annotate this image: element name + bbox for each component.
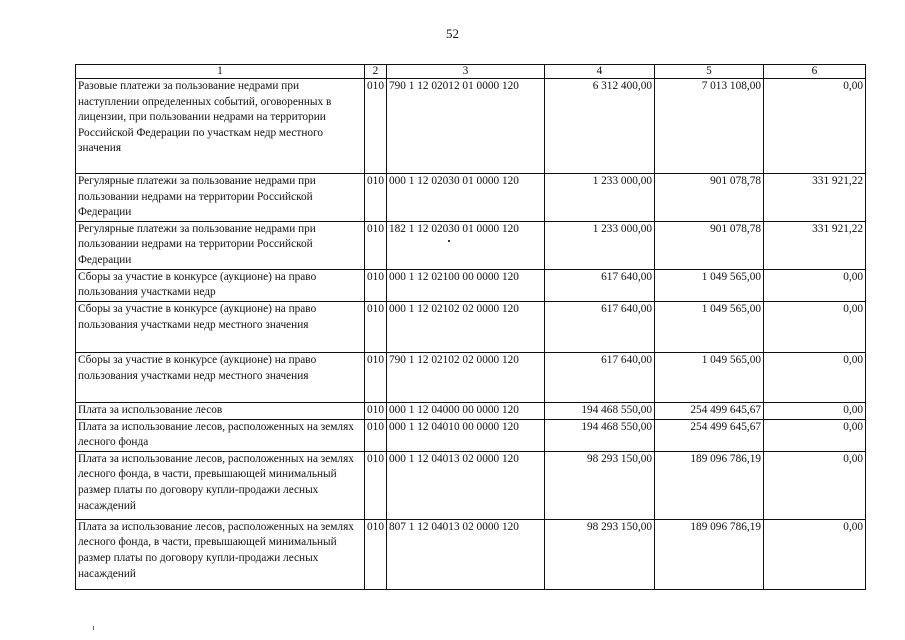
row-name: Регулярные платежи за пользование недрами при пользовании недрами на территории Российской Федерации — [76, 174, 365, 222]
row-admin-code: 010 — [365, 352, 387, 402]
row-col6-value: 0,00 — [764, 79, 866, 174]
row-col5-value: 7 013 108,00 — [655, 79, 764, 174]
row-budget-code: 790 1 12 02012 01 0000 120 — [387, 79, 545, 174]
table-row — [76, 451, 866, 519]
row-budget-code: 000 1 12 02030 01 0000 120 — [387, 174, 545, 222]
row-name: Плата за использование лесов, расположенных на землях лесного фонда — [76, 419, 365, 451]
row-budget-code: 790 1 12 02102 02 0000 120 — [387, 352, 545, 402]
row-col6-value: 0,00 — [764, 402, 866, 419]
row-name: Разовые платежи за пользование недрами при наступлении определенных событий, оговоренных в лицензии, при пользовании недрами на территории Российской Федерации по участкам недр местного значения — [76, 79, 365, 174]
row-col5-value: 1 049 565,00 — [655, 301, 764, 352]
row-col4-value: 1 233 000,00 — [545, 174, 655, 222]
row-budget-code: 000 1 12 04013 02 0000 120 — [387, 451, 545, 519]
row-col4-value: 6 312 400,00 — [545, 79, 655, 174]
row-col6-value: 331 921,22 — [764, 221, 866, 269]
table-row — [76, 352, 866, 402]
row-name: Сборы за участие в конкурсе (аукционе) на право пользования участками недр — [76, 269, 365, 301]
table-row — [76, 269, 866, 301]
revenue-table — [75, 64, 866, 590]
row-col6-value: 0,00 — [764, 519, 866, 589]
row-name: Плата за использование лесов — [76, 402, 365, 419]
row-col6-value: 331 921,22 — [764, 174, 866, 222]
header-col-3: 3 — [387, 65, 545, 79]
row-col6-value: 0,00 — [764, 269, 866, 301]
row-col5-value: 901 078,78 — [655, 174, 764, 222]
row-col6-value: 0,00 — [764, 352, 866, 402]
header-col-6: 6 — [764, 65, 866, 79]
row-col5-value: 254 499 645,67 — [655, 402, 764, 419]
row-name: Сборы за участие в конкурсе (аукционе) на право пользования участками недр местного значения — [76, 301, 365, 352]
row-admin-code: 010 — [365, 79, 387, 174]
page-number: 52 — [446, 26, 459, 41]
row-name: Плата за использование лесов, расположенных на землях лесного фонда, в части, превышающей минимальный размер платы по договору купли-продажи лесных насаждений — [76, 519, 365, 589]
row-col4-value: 98 293 150,00 — [545, 451, 655, 519]
table-row — [76, 419, 866, 451]
row-admin-code: 010 — [365, 451, 387, 519]
scan-dot — [448, 240, 450, 242]
table-header-row — [76, 65, 866, 79]
row-col5-value: 254 499 645,67 — [655, 419, 764, 451]
row-col4-value: 194 468 550,00 — [545, 419, 655, 451]
row-col5-value: 901 078,78 — [655, 221, 764, 269]
row-budget-code: 182 1 12 02030 01 0000 120 — [387, 221, 545, 269]
row-budget-code: 000 1 12 02100 00 0000 120 — [387, 269, 545, 301]
header-col-4: 4 — [545, 65, 655, 79]
row-name: Регулярные платежи за пользование недрами при пользовании недрами на территории Российской Федерации — [76, 221, 365, 269]
row-budget-code: 000 1 12 04010 00 0000 120 — [387, 419, 545, 451]
row-admin-code: 010 — [365, 269, 387, 301]
header-col-1: 1 — [76, 65, 365, 79]
row-admin-code: 010 — [365, 221, 387, 269]
scan-mark — [93, 626, 94, 630]
row-name: Плата за использование лесов, расположенных на землях лесного фонда, в части, превышающей минимальный размер платы по договору купли-продажи лесных насаждений — [76, 451, 365, 519]
table-row — [76, 519, 866, 589]
table-row — [76, 174, 866, 222]
row-col6-value: 0,00 — [764, 301, 866, 352]
table-row — [76, 79, 866, 174]
table-row — [76, 301, 866, 352]
row-col6-value: 0,00 — [764, 451, 866, 519]
row-admin-code: 010 — [365, 402, 387, 419]
row-budget-code: 807 1 12 04013 02 0000 120 — [387, 519, 545, 589]
row-col4-value: 194 468 550,00 — [545, 402, 655, 419]
row-col4-value: 1 233 000,00 — [545, 221, 655, 269]
row-col5-value: 1 049 565,00 — [655, 269, 764, 301]
table-row — [76, 402, 866, 419]
row-admin-code: 010 — [365, 519, 387, 589]
row-col4-value: 617 640,00 — [545, 269, 655, 301]
row-col5-value: 1 049 565,00 — [655, 352, 764, 402]
row-col5-value: 189 096 786,19 — [655, 519, 764, 589]
row-col6-value: 0,00 — [764, 419, 866, 451]
row-name: Сборы за участие в конкурсе (аукционе) на право пользования участками недр местного значения — [76, 352, 365, 402]
row-admin-code: 010 — [365, 419, 387, 451]
row-col4-value: 617 640,00 — [545, 301, 655, 352]
header-col-5: 5 — [655, 65, 764, 79]
row-admin-code: 010 — [365, 301, 387, 352]
row-budget-code: 000 1 12 02102 02 0000 120 — [387, 301, 545, 352]
row-col5-value: 189 096 786,19 — [655, 451, 764, 519]
row-col4-value: 98 293 150,00 — [545, 519, 655, 589]
row-admin-code: 010 — [365, 174, 387, 222]
header-col-2: 2 — [365, 65, 387, 79]
row-budget-code: 000 1 12 04000 00 0000 120 — [387, 402, 545, 419]
row-col4-value: 617 640,00 — [545, 352, 655, 402]
table-row — [76, 221, 866, 269]
